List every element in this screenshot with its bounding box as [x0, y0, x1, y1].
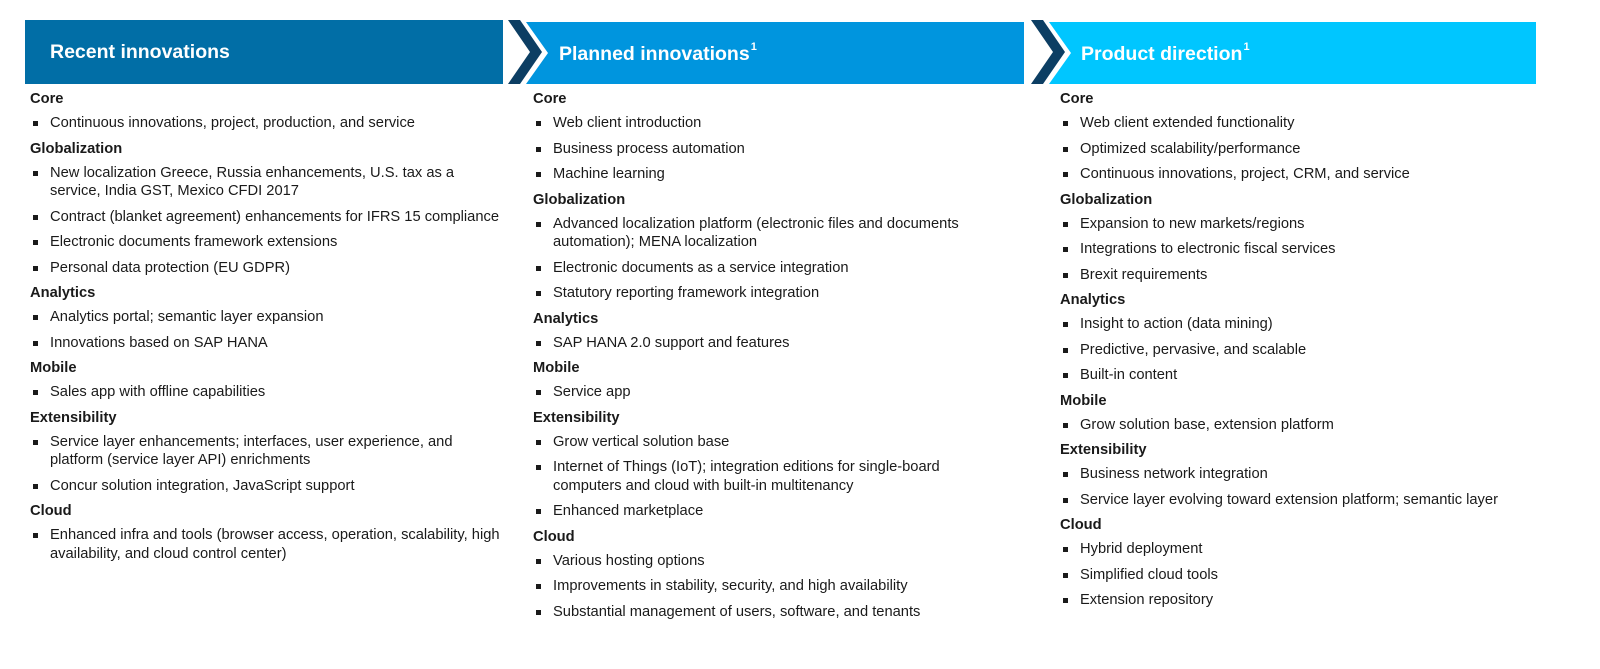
header-planned: [508, 20, 1033, 84]
bullet-list: [1060, 416, 1540, 435]
bullet-list: [1060, 215, 1540, 285]
list-item: [533, 603, 1003, 622]
bullet-icon: [33, 266, 38, 271]
section-extensibility: [1060, 441, 1540, 509]
list-item: [533, 433, 1003, 452]
bullet-list: [533, 552, 1003, 622]
list-item: [1060, 540, 1540, 559]
bullet-list: [30, 308, 500, 352]
section-title: Mobile: [30, 360, 77, 376]
list-item-text: Predictive, pervasive, and scalable: [1080, 341, 1307, 358]
list-item: [30, 233, 500, 252]
section-title: Extensibility: [1060, 442, 1147, 458]
list-item: [1060, 165, 1540, 184]
section-core: [1060, 90, 1540, 184]
bullet-list: [1060, 315, 1540, 385]
section-title: Analytics: [1060, 292, 1126, 308]
column-direction: [1060, 90, 1540, 617]
list-item: [1060, 465, 1540, 484]
list-item-text: Enhanced infra and tools (browser access, operation, scalability, high availability, and cloud control center): [50, 527, 500, 562]
section-core: [533, 90, 1003, 184]
bullet-icon: [1063, 172, 1068, 177]
list-item: [533, 502, 1003, 521]
section-title: Extensibility: [30, 409, 117, 426]
list-item-text: Statutory reporting framework integration: [553, 285, 820, 301]
bullet-icon: [536, 509, 541, 514]
list-item: [30, 259, 500, 278]
list-item-text: Insight to action (data mining): [1080, 316, 1273, 332]
list-item-text: Continuous innovations, project, CRM, and service: [1080, 166, 1410, 182]
list-item-text: Extension repository: [1080, 592, 1214, 608]
bullet-list: [533, 433, 1003, 521]
bullet-icon: [33, 533, 38, 538]
list-item: [1060, 566, 1540, 585]
bullet-icon: [1063, 273, 1068, 278]
list-item-text: Expansion to new markets/regions: [1080, 215, 1305, 232]
bullet-icon: [536, 559, 541, 564]
bullet-icon: [1063, 121, 1068, 126]
bullet-icon: [33, 440, 38, 445]
bullet-icon: [33, 484, 38, 489]
list-item: [30, 308, 500, 327]
list-item: [1060, 491, 1540, 510]
list-item-text: Business process automation: [553, 140, 745, 157]
list-item: [30, 526, 500, 563]
header-direction: [1031, 20, 1541, 84]
list-item-text: Business network integration: [1080, 466, 1268, 482]
list-item-text: Advanced localization platform (electronic files and documents automation); MENA localization: [553, 215, 959, 250]
list-item: [533, 458, 1003, 495]
bullet-icon: [33, 121, 38, 126]
section-title: Core: [533, 91, 567, 107]
bullet-list: [1060, 540, 1540, 610]
list-item: [30, 334, 500, 353]
list-item-text: Service layer evolving toward extension platform; semantic layer: [1080, 491, 1498, 508]
list-item-text: Integrations to electronic fiscal services: [1080, 241, 1336, 257]
list-item: [1060, 215, 1540, 234]
bullet-icon: [33, 171, 38, 176]
section-title: Cloud: [533, 528, 575, 545]
bullet-icon: [536, 390, 541, 395]
list-item-text: Electronic documents framework extensions: [50, 234, 338, 250]
bullet-icon: [536, 147, 541, 152]
footnote-marker: 1: [750, 41, 757, 53]
list-item: [1060, 240, 1540, 259]
list-item-text: Enhanced marketplace: [553, 503, 704, 519]
list-item-text: Service layer enhancements; interfaces, user experience, and platform (service layer API) enrichments: [50, 433, 453, 468]
list-item: [1060, 266, 1540, 285]
list-item: [30, 477, 500, 496]
list-item: [30, 164, 500, 201]
bullet-icon: [536, 440, 541, 445]
header-recent-title-text: Recent innovations: [50, 41, 230, 63]
list-item-text: Improvements in stability, security, and high availability: [553, 578, 908, 594]
list-item-text: Sales app with offline capabilities: [50, 384, 266, 400]
section-title: Core: [1060, 91, 1094, 107]
bullet-list: [30, 114, 500, 133]
list-item: [30, 383, 500, 402]
bullet-icon: [1063, 573, 1068, 578]
list-item: [1060, 591, 1540, 610]
section-analytics: [533, 310, 1003, 353]
section-mobile: [1060, 392, 1540, 435]
list-item-text: Contract (blanket agreement) enhancements for IFRS 15 compliance: [50, 208, 500, 225]
list-item-text: Brexit requirements: [1080, 266, 1208, 283]
bullet-icon: [1063, 498, 1068, 503]
section-title: Globalization: [1060, 191, 1153, 208]
list-item-text: Innovations based on SAP HANA: [50, 334, 268, 351]
list-item-text: Web client extended functionality: [1080, 115, 1295, 131]
list-item: [1060, 341, 1540, 360]
list-item-text: New localization Greece, Russia enhancements, U.S. tax as a service, India GST, Mexico CFDI 2017: [50, 164, 455, 199]
bullet-icon: [536, 291, 541, 296]
bullet-icon: [1063, 373, 1068, 378]
section-cloud: [533, 528, 1003, 622]
list-item-text: Built-in content: [1080, 367, 1178, 383]
list-item: [1060, 416, 1540, 435]
bullet-icon: [1063, 147, 1068, 152]
list-item-text: Electronic documents as a service integration: [553, 259, 849, 276]
bullet-icon: [1063, 348, 1068, 353]
list-item-text: Concur solution integration, JavaScript support: [50, 477, 355, 494]
bullet-list: [533, 215, 1003, 303]
bullet-icon: [536, 610, 541, 615]
section-analytics: [30, 284, 500, 352]
list-item-text: Web client introduction: [553, 115, 702, 131]
list-item-text: Optimized scalability/performance: [1080, 140, 1301, 157]
section-extensibility: [30, 409, 500, 496]
list-item-text: Continuous innovations, project, production, and service: [50, 115, 415, 131]
list-item-text: Hybrid deployment: [1080, 541, 1203, 557]
bullet-icon: [33, 341, 38, 346]
bullet-icon: [536, 465, 541, 470]
footnote-marker: 1: [1243, 41, 1250, 53]
list-item: [1060, 315, 1540, 334]
list-item-text: Grow vertical solution base: [553, 433, 730, 450]
list-item: [533, 259, 1003, 278]
section-cloud: [30, 502, 500, 563]
bullet-list: [1060, 114, 1540, 184]
bullet-list: [533, 383, 1003, 402]
section-globalization: [30, 140, 500, 278]
section-title: Analytics: [533, 310, 599, 327]
bullet-icon: [1063, 547, 1068, 552]
bullet-list: [533, 114, 1003, 184]
section-analytics: [1060, 291, 1540, 385]
section-extensibility: [533, 409, 1003, 521]
bullet-icon: [536, 222, 541, 227]
bullet-icon: [1063, 247, 1068, 252]
list-item: [533, 215, 1003, 252]
bullet-icon: [536, 266, 541, 271]
list-item: [533, 577, 1003, 596]
header-recent-title: [50, 20, 230, 84]
section-title: Cloud: [1060, 517, 1102, 533]
header-recent: [25, 20, 515, 84]
bullet-icon: [536, 584, 541, 589]
bullet-icon: [536, 172, 541, 177]
list-item-text: Simplified cloud tools: [1080, 566, 1218, 583]
bullet-icon: [1063, 598, 1068, 603]
bullet-list: [30, 526, 500, 563]
bullet-icon: [1063, 423, 1068, 428]
list-item: [30, 114, 500, 133]
list-item: [1060, 366, 1540, 385]
section-globalization: [1060, 191, 1540, 285]
list-item-text: Substantial management of users, software, and tenants: [553, 603, 921, 620]
list-item: [30, 208, 500, 227]
bullet-list: [30, 383, 500, 402]
list-item-text: Grow solution base, extension platform: [1080, 416, 1334, 433]
section-mobile: [533, 359, 1003, 402]
section-globalization: [533, 191, 1003, 303]
list-item: [533, 284, 1003, 303]
header-planned-title: [559, 22, 757, 86]
list-item-text: Internet of Things (IoT); integration editions for single-board computers and cloud with built-in multitenancy: [553, 459, 940, 494]
section-title: Globalization: [533, 191, 626, 208]
section-title: Cloud: [30, 503, 72, 519]
list-item-text: Analytics portal; semantic layer expansion: [50, 309, 324, 325]
section-title: Extensibility: [533, 409, 620, 426]
bullet-list: [30, 433, 500, 496]
list-item: [1060, 114, 1540, 133]
list-item-text: Machine learning: [553, 166, 665, 182]
section-mobile: [30, 359, 500, 402]
list-item: [533, 114, 1003, 133]
bullet-icon: [33, 215, 38, 220]
header-direction-title: [1081, 22, 1250, 86]
list-item-text: Service app: [553, 384, 631, 400]
list-item-text: SAP HANA 2.0 support and features: [553, 334, 790, 351]
bullet-list: [1060, 465, 1540, 509]
list-item-text: Personal data protection (EU GDPR): [50, 259, 290, 276]
bullet-icon: [1063, 222, 1068, 227]
bullet-icon: [536, 121, 541, 126]
bullet-icon: [536, 341, 541, 346]
list-item: [1060, 140, 1540, 159]
list-item: [533, 383, 1003, 402]
bullet-icon: [1063, 472, 1068, 477]
bullet-icon: [33, 390, 38, 395]
list-item: [533, 140, 1003, 159]
list-item: [533, 334, 1003, 353]
bullet-list: [30, 164, 500, 278]
list-item: [533, 552, 1003, 571]
section-title: Analytics: [30, 285, 96, 301]
bullet-icon: [1063, 322, 1068, 327]
bullet-icon: [33, 240, 38, 245]
header-direction-title-text: Product direction: [1081, 43, 1243, 65]
section-title: Core: [30, 91, 64, 107]
section-core: [30, 90, 500, 133]
section-title: Globalization: [30, 140, 123, 157]
bullet-icon: [33, 315, 38, 320]
header-planned-title-text: Planned innovations: [559, 43, 750, 65]
list-item: [30, 433, 500, 470]
section-cloud: [1060, 516, 1540, 610]
list-item: [533, 165, 1003, 184]
column-recent: [30, 90, 500, 570]
column-planned: [533, 90, 1003, 628]
bullet-list: [533, 334, 1003, 353]
section-title: Mobile: [1060, 392, 1107, 409]
section-title: Mobile: [533, 360, 580, 376]
list-item-text: Various hosting options: [553, 552, 705, 569]
